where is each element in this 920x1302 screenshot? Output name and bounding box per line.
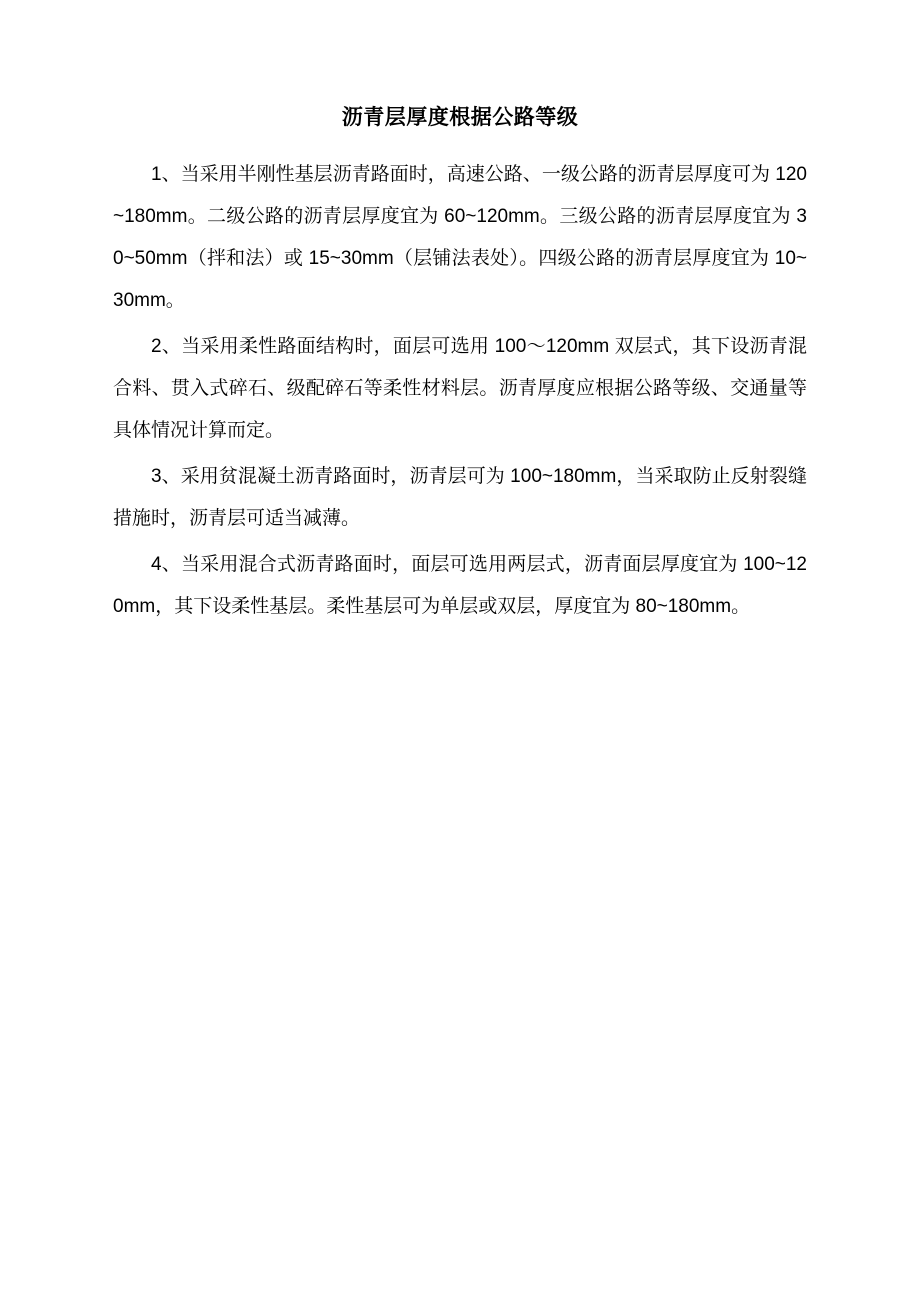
document-title: 沥青层厚度根据公路等级 <box>341 106 579 129</box>
paragraph-2: 2、当采用柔性路面结构时，面层可选用 100～120mm 双层式，其下设沥青混合料、贯入式碎石、级配碎石等柔性材料层。沥青厚度应根据公路等级、交通量等具体情况计算而定。 <box>113 336 807 442</box>
paragraph-4: 4、当采用混合式沥青路面时，面层可选用两层式，沥青面层厚度宜为 100~120mm，其下设柔性基层。柔性基层可为单层或双层，厚度宜为 80~180mm。 <box>113 554 807 618</box>
paragraph-3: 3、采用贫混凝土沥青路面时，沥青层可为 100~180mm，当采取防止反射裂缝措施时，沥青层可适当减薄。 <box>113 466 807 530</box>
document-body <box>113 103 807 628</box>
paragraph-1: 1、当采用半刚性基层沥青路面时，高速公路、一级公路的沥青层厚度可为 120~180mm。二级公路的沥青层厚度宜为 60~120mm。三级公路的沥青层厚度宜为 30~50mm（拌和法）或 15~30mm（层铺法表处）。四级公路的沥青层厚度宜为 10~30mm。 <box>113 164 807 312</box>
